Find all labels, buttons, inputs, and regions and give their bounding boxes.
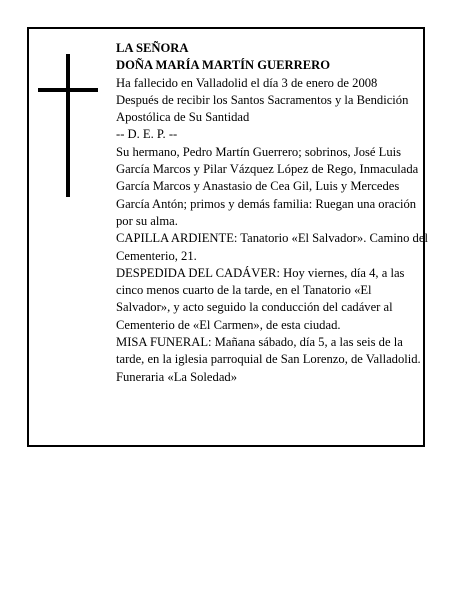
funeral-mass: MISA FUNERAL: Mañana sábado, día 5, a las seis de la tarde, en la iglesia parroquial de San Lorenzo, de Valladolid.	[116, 335, 421, 367]
death-statement: Ha fallecido en Valladolid el día 3 de enero de 2008	[116, 75, 378, 90]
cross-horizontal-bar	[38, 88, 98, 92]
funeral-home: Funeraria «La Soledad»	[116, 369, 237, 384]
notice-title: LA SEÑORA	[116, 41, 189, 55]
family-statement: Su hermano, Pedro Martín Guerrero; sobrinos, José Luis García Marcos y Pilar Vázquez López de Rego, Inmaculada García Marcos y Anastasio de Cea Gil, Luis y Mercedes García Antón; primos y demás familia: Ruegan una oración por su alma.	[116, 144, 419, 228]
obituary-notice	[27, 27, 428, 447]
farewell-statement: DESPEDIDA DEL CADÁVER: Hoy viernes, día 4, a las cinco menos cuarto de la tarde, en el Tanatorio «El Salvador», y acto seguido la conducción del cadáver al Cementerio de «El Carmen», de esta ciudad.	[116, 265, 405, 332]
deceased-name: DOÑA MARÍA MARTÍN GUERRERO	[116, 58, 331, 73]
notice-text	[116, 40, 428, 386]
cross-vertical-bar	[66, 54, 70, 197]
funeral-chapel: CAPILLA ARDIENTE: Tanatorio «El Salvador». Camino del Cementerio, 21.	[116, 231, 428, 263]
rest-in-peace: -- D. E. P. --	[116, 127, 178, 142]
sacraments-statement: Después de recibir los Santos Sacramentos y la Bendición Apostólica de Su Santidad	[116, 92, 409, 125]
